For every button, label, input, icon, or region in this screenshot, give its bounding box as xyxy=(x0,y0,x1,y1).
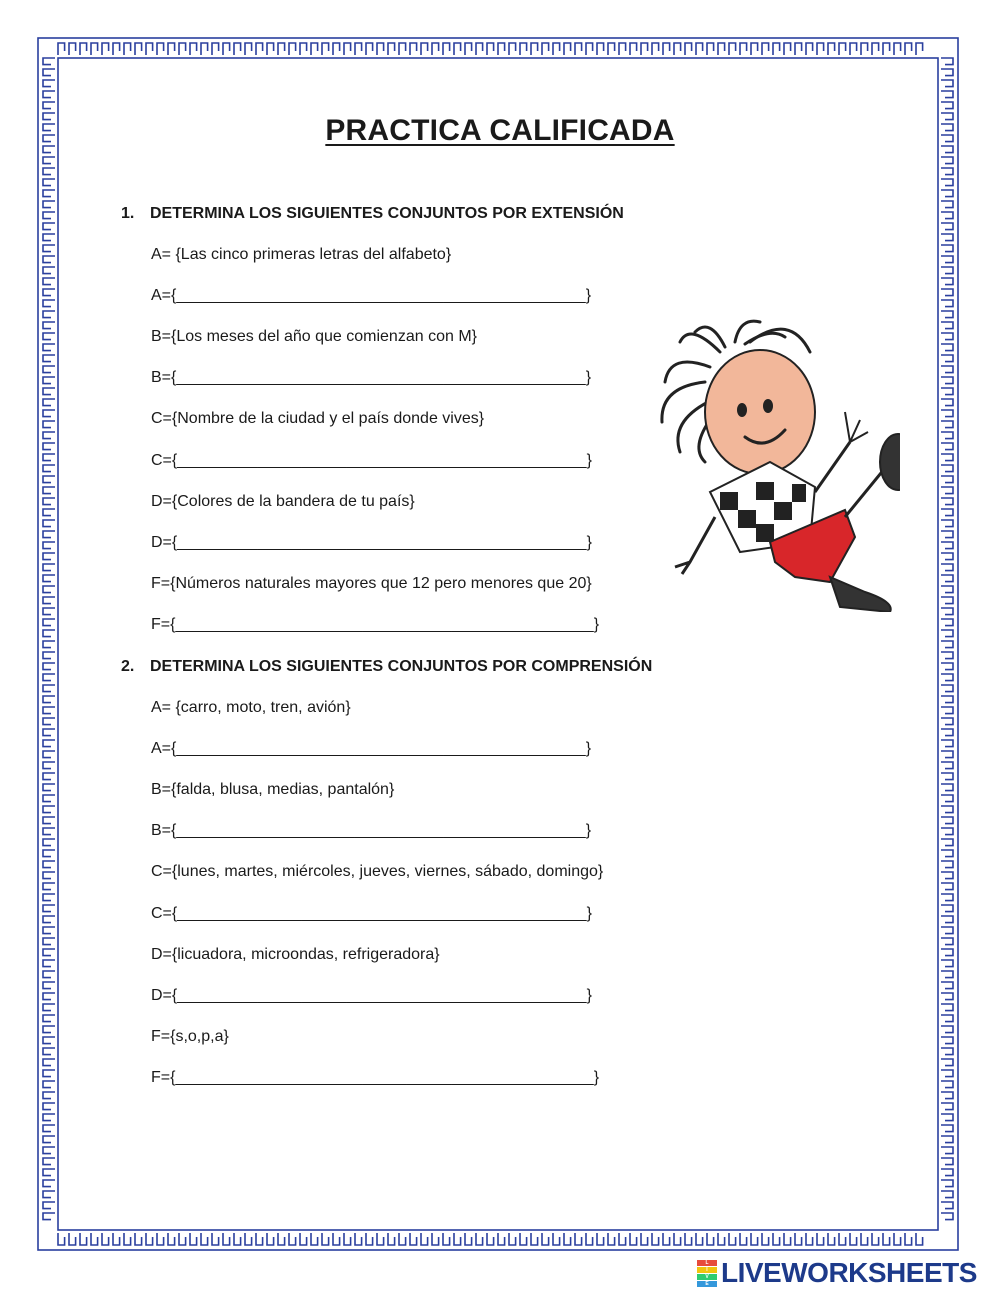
set-definition: A= {Las cinco primeras letras del alfabeto} xyxy=(151,246,452,263)
answer-blank-line[interactable]: A={______________________________________________} xyxy=(151,287,592,305)
answer-blank-line[interactable]: B={______________________________________________} xyxy=(151,369,592,387)
set-definition: A= {carro, moto, tren, avión} xyxy=(151,699,351,716)
logo-letter-v: V xyxy=(697,1274,717,1280)
logo-letter-l: L xyxy=(697,1260,717,1266)
section-2-heading xyxy=(121,658,652,676)
cartoon-kid-illustration xyxy=(650,312,900,612)
answer-blank-line[interactable]: F={_______________________________________________} xyxy=(151,615,600,633)
set-definition: D={Colores de la bandera de tu país} xyxy=(151,492,415,510)
answer-blank-line[interactable]: C={______________________________________________} xyxy=(151,904,592,922)
answer-blank-line[interactable]: A={______________________________________________} xyxy=(151,740,592,758)
section-1-title: DETERMINA LOS SIGUIENTES CONJUNTOS POR EXTENSIÓN xyxy=(150,205,624,222)
page-title: PRACTICA CALIFICADA xyxy=(325,114,675,147)
set-definition: F={Números naturales mayores que 12 pero menores que 20} xyxy=(151,574,592,592)
answer-blank-line[interactable]: B={______________________________________________} xyxy=(151,822,592,840)
liveworksheets-logo-icon xyxy=(697,1260,717,1286)
logo-letter-e: E xyxy=(697,1281,717,1287)
section-2-number: 2. xyxy=(121,658,135,675)
answer-blank-line[interactable]: D={______________________________________________} xyxy=(151,986,592,1004)
set-definition: C={Nombre de la ciudad y el país donde vives} xyxy=(151,410,485,428)
liveworksheets-logo-text: LIVEWORKSHEETS xyxy=(721,1257,977,1288)
logo-letter-i: I xyxy=(697,1267,717,1273)
set-definition: C={lunes, martes, miércoles, jueves, viernes, sábado, domingo} xyxy=(151,863,604,881)
liveworksheets-logo xyxy=(697,1258,977,1288)
section-2-title: DETERMINA LOS SIGUIENTES CONJUNTOS POR COMPRENSIÓN xyxy=(150,658,653,675)
set-definition: D={licuadora, microondas, refrigeradora} xyxy=(151,945,440,963)
section-1-heading xyxy=(121,205,624,223)
set-definition: F={s,o,p,a} xyxy=(151,1027,229,1045)
set-definition: B={falda, blusa, medias, pantalón} xyxy=(151,781,395,799)
section-1-number: 1. xyxy=(121,205,135,222)
answer-blank-line[interactable]: C={______________________________________________} xyxy=(151,451,592,469)
answer-blank-line[interactable]: D={______________________________________________} xyxy=(151,533,592,551)
set-definition: B={Los meses del año que comienzan con M} xyxy=(151,328,477,346)
answer-blank-line[interactable]: F={_______________________________________________} xyxy=(151,1068,600,1086)
